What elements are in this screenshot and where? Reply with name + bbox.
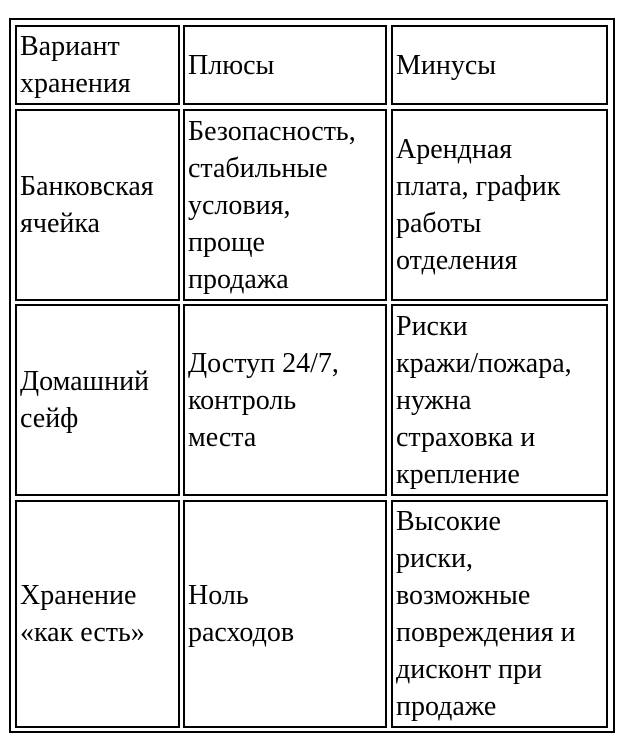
table-row-2-option-cell [15,304,180,496]
table-row-3-cons-cell [391,500,608,728]
header-option-text: Вариант хранения [20,31,131,99]
table-row-2-pros-cell [183,304,387,496]
header-cell-option [15,25,180,105]
header-pros-text: Плюсы [188,49,275,81]
table-row-1-option-cell [15,109,180,301]
table-row-1-cons-cell [391,109,608,301]
row-3-option-text: Хранение «как есть» [20,580,145,648]
row-2-option-text: Домашний сейф [20,366,150,434]
row-1-pros-text: Безопасность, стабильные условия, проще продажа [188,115,356,295]
table-row-2-cons-cell [391,304,608,496]
table-row-3-pros-cell [183,500,387,728]
row-2-pros-text: Доступ 24/7, контроль места [188,347,339,453]
row-3-pros-text: Ноль расходов [188,580,295,648]
header-cell-cons [391,25,608,105]
row-1-cons-text: Арендная плата, график работы отделения [396,134,561,276]
table-row-1-pros-cell [183,109,387,301]
row-3-cons-text: Высокие риски, возможные повреждения и дисконт при продаже [396,506,576,722]
header-cons-text: Минусы [396,49,497,81]
header-cell-pros [183,25,387,105]
row-2-cons-text: Риски кражи/пожара, нужна страховка и крепление [396,310,572,490]
row-1-option-text: Банковская ячейка [20,171,154,239]
table-row-3-option-cell [15,500,180,728]
